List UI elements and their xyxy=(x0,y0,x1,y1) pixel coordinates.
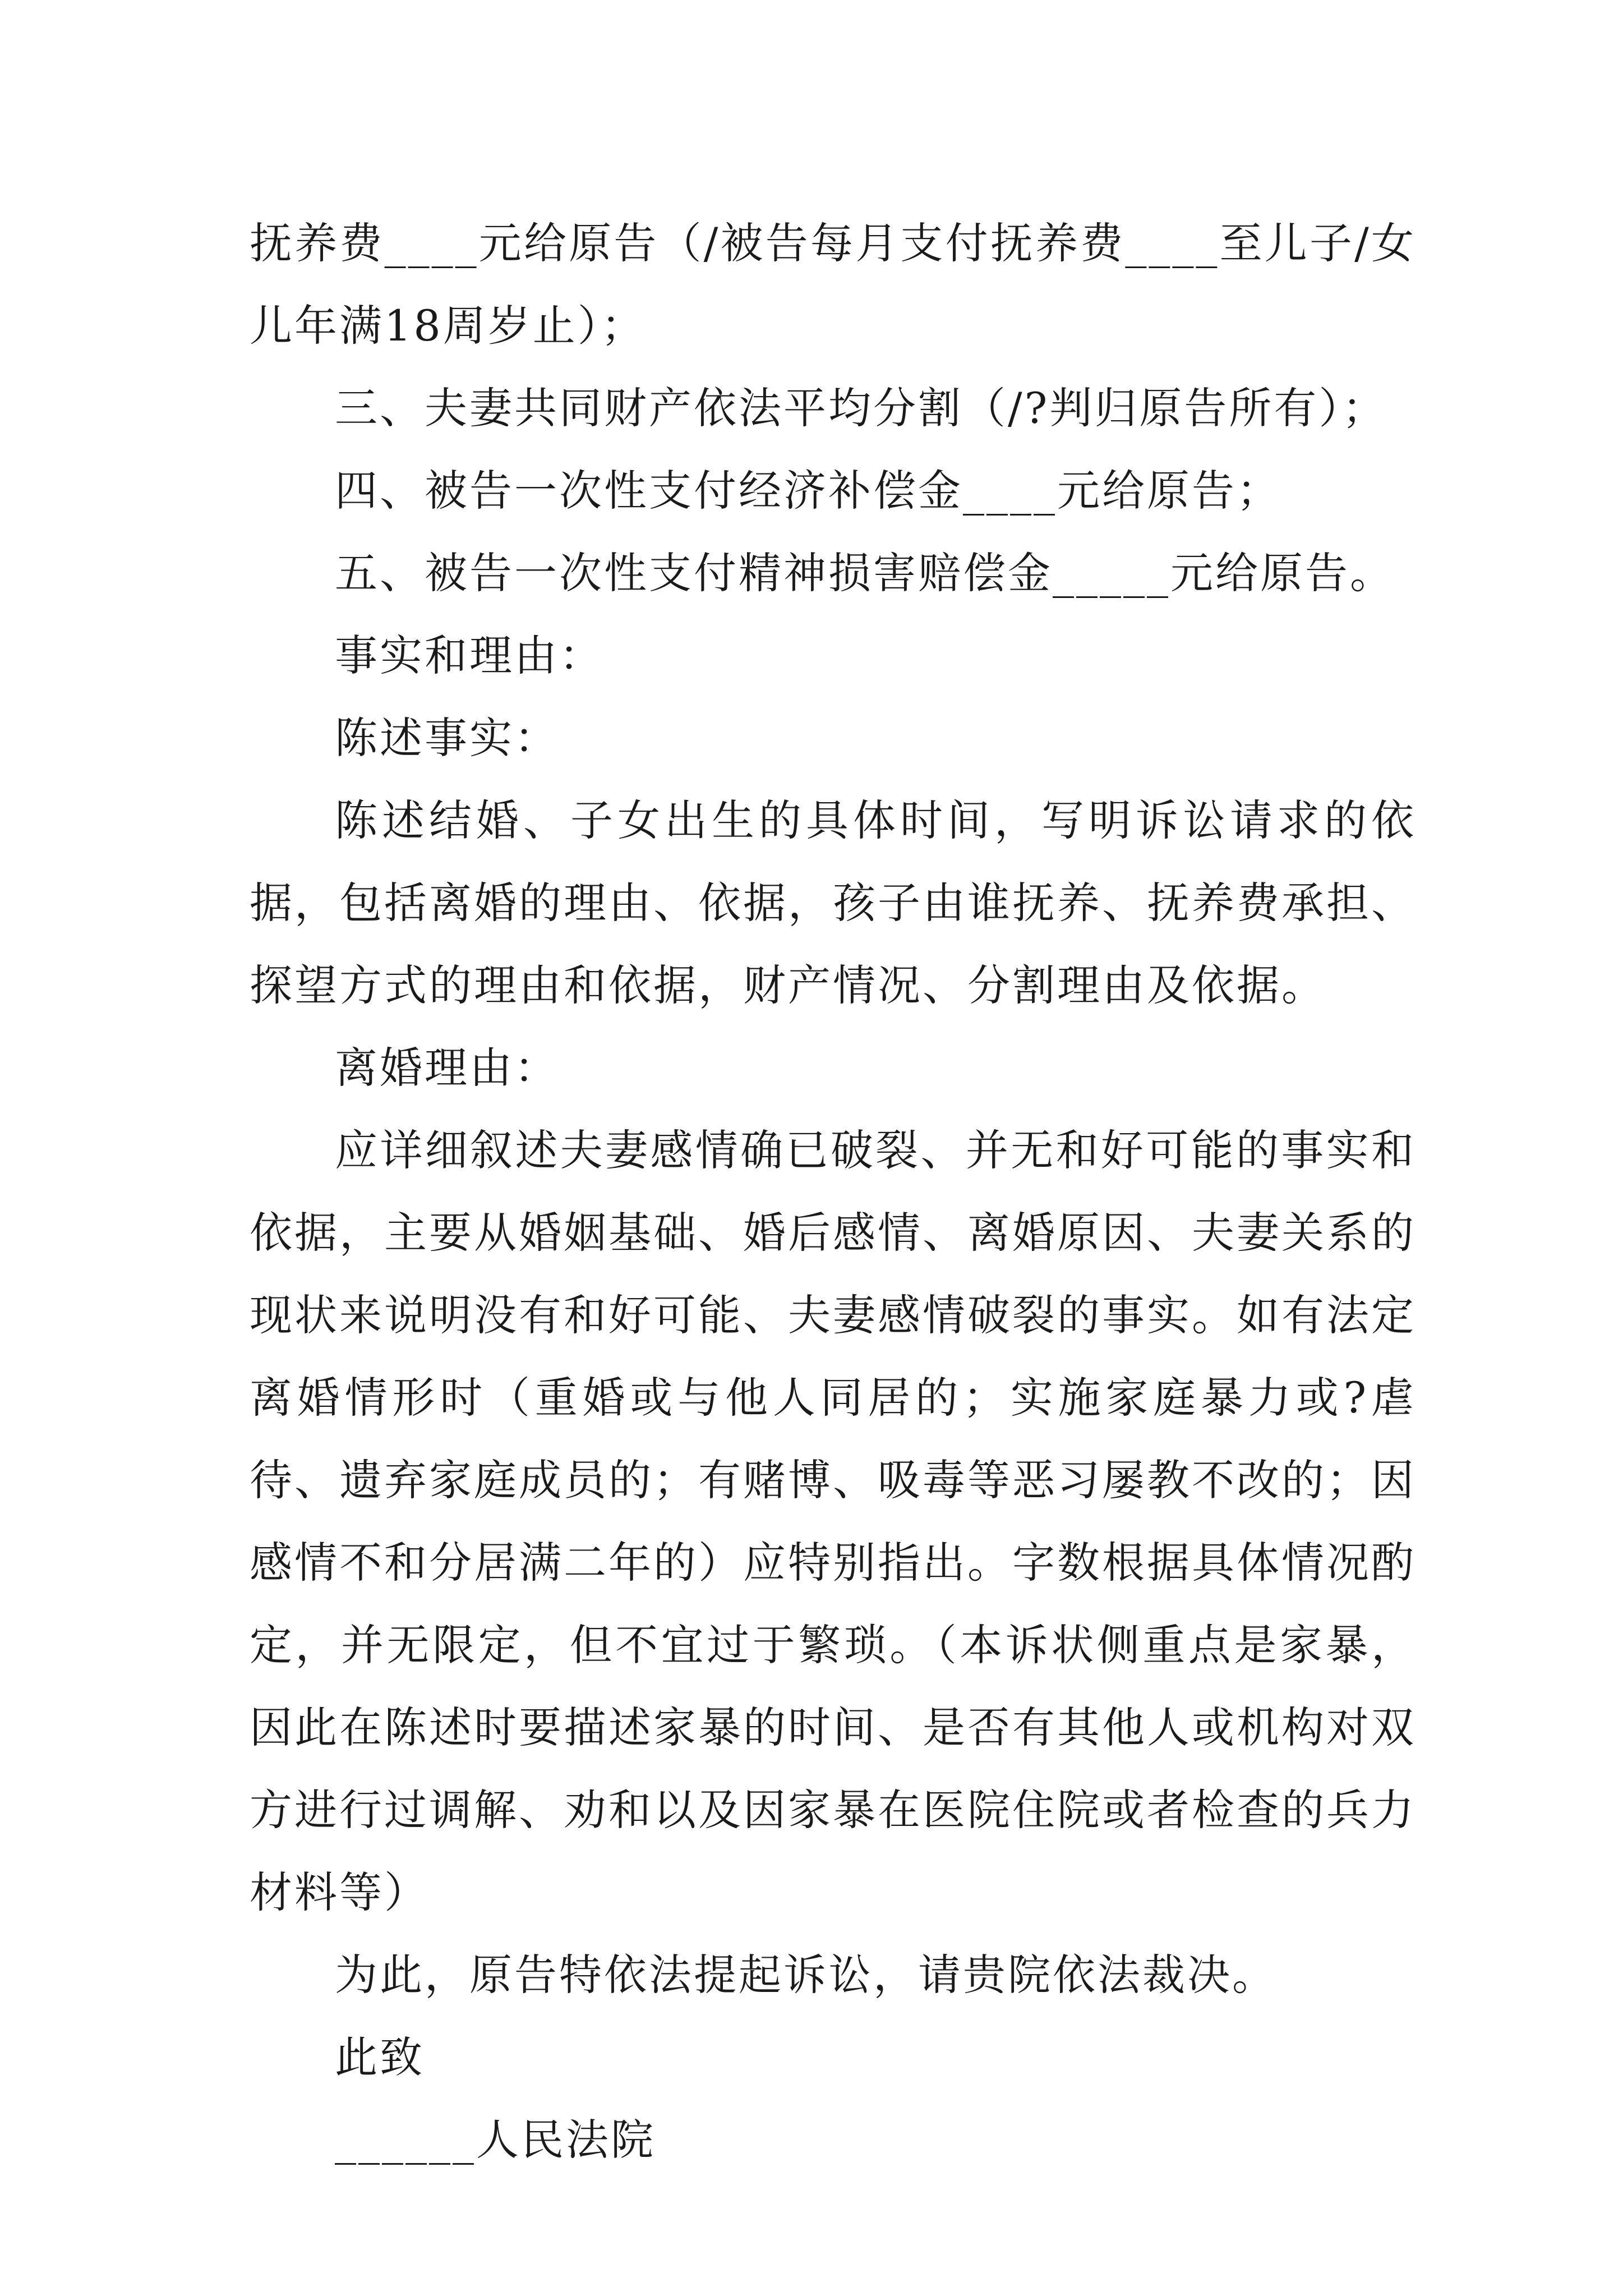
paragraph-divorce-reasons: 应详细叙述夫妻感情确已破裂、并无和好可能的事实和依据，主要从婚姻基础、婚后感情、离婚原因、夫妻关系的现状来说明没有和好可能、夫妻感情破裂的事实。如有法定离婚情形时（重婚或与他人同居的；实施家庭暴力或?虐待、遗弃家庭成员的；有赌博、吸毒等恶习屡教不改的；因感情不和分居满二年的）应特别指出。字数根据具体情况酌定，并无限定，但不宜过于繁琐。（本诉状侧重点是家暴，因此在陈述时要描述家暴的时间、是否有其他人或机构对双方进行过调解、劝和以及因家暴在医院住院或者检查的兵力材料等） xyxy=(250,1125,1416,1917)
paragraph-support-fee: 抚养费____元给原告（/被告每月支付抚养费____至儿子/女儿年满18周岁止）； xyxy=(250,218,1416,351)
heading-divorce-reasons: 离婚理由： xyxy=(335,1043,559,1093)
paragraph-claim-3: 三、夫妻共同财产依法平均分割（/?判归原告所有）； xyxy=(335,383,1387,433)
heading-facts-and-reasons: 事实和理由： xyxy=(335,631,604,680)
court-name: ______人民法院 xyxy=(335,2115,656,2165)
paragraph-facts: 陈述结婚、子女出生的具体时间，写明诉讼请求的依据，包括离婚的理由、依据，孩子由谁抚养、抚养费承担、探望方式的理由和依据，财产情况、分割理由及依据。 xyxy=(250,795,1416,1010)
paragraph-request: 为此，原告特依法提起诉讼，请贵院依法裁决。 xyxy=(335,1950,1277,2000)
paragraph-claim-4: 四、被告一次性支付经济补偿金____元给原告； xyxy=(335,466,1281,516)
document-body xyxy=(250,202,1416,2181)
heading-statement-of-facts: 陈述事实： xyxy=(335,713,559,763)
paragraph-claim-5: 五、被告一次性支付精神损害赔偿金_____元给原告。 xyxy=(335,548,1395,598)
salutation: 此致 xyxy=(335,2032,425,2082)
